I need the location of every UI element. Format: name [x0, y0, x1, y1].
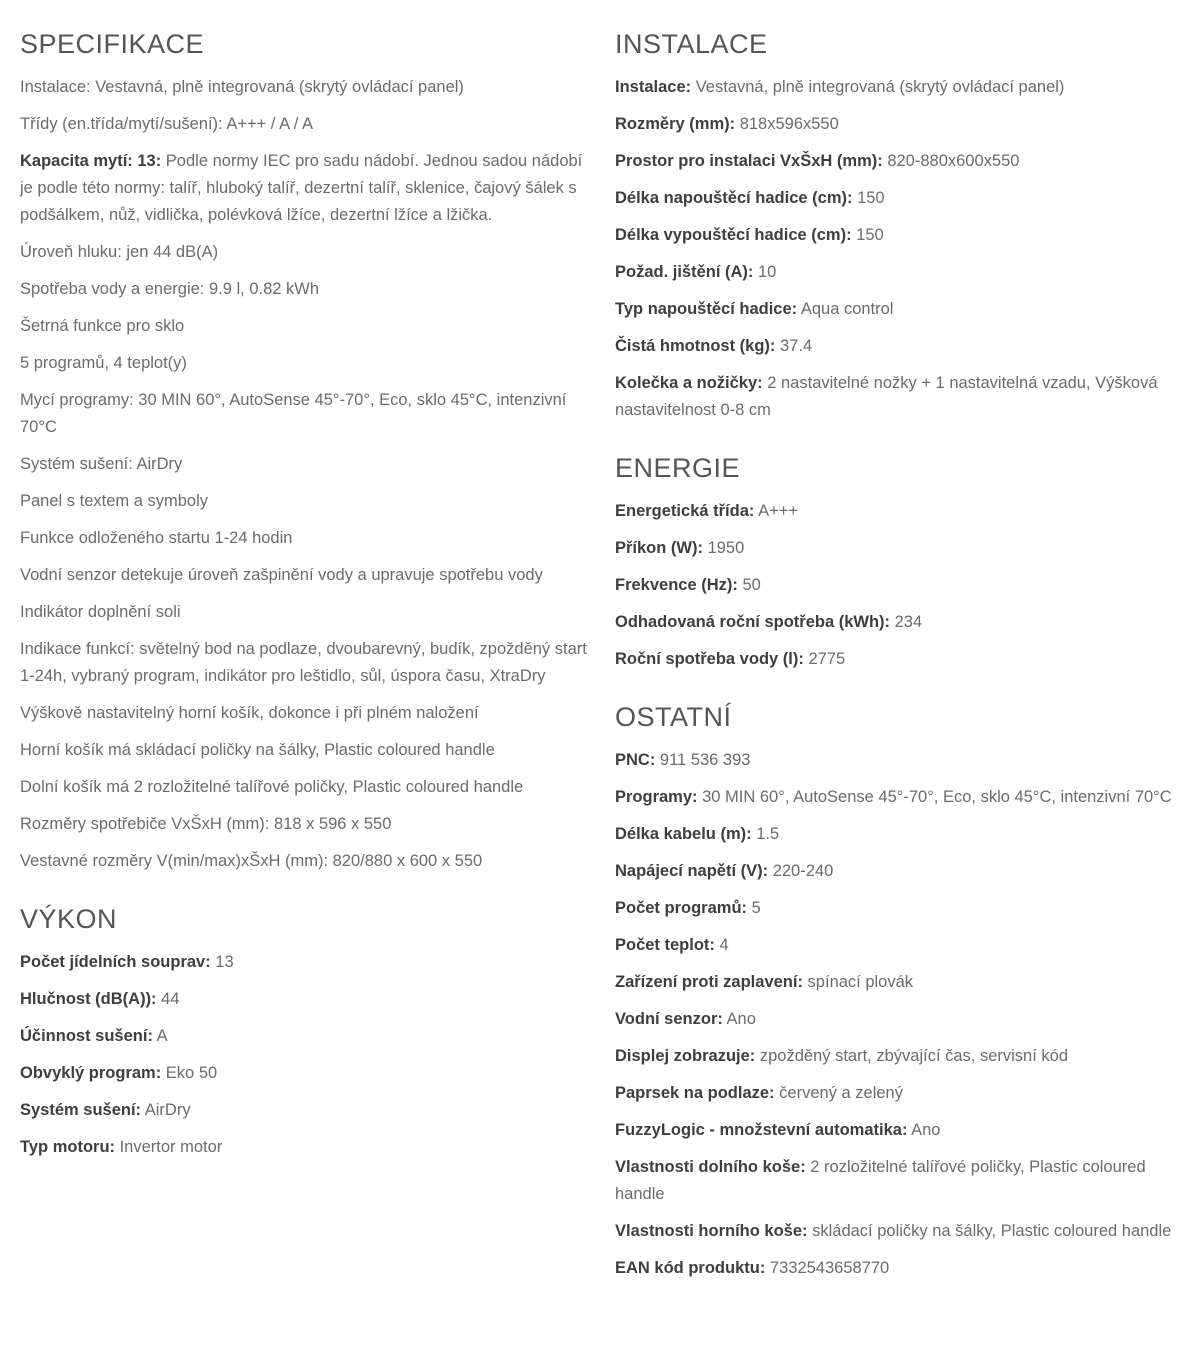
spec-row — [20, 986, 590, 1013]
spec-row — [20, 148, 590, 229]
spec-row-label: Kapacita mytí: 13: — [20, 152, 162, 170]
spec-row-value: 10 — [753, 263, 777, 281]
spec-row — [20, 74, 590, 101]
spec-row-label: PNC: — [615, 751, 656, 769]
spec-row — [20, 1134, 590, 1161]
spec-row — [20, 636, 590, 690]
ostatni-heading: OSTATNÍ — [615, 702, 732, 732]
spec-row — [20, 451, 590, 478]
spec-row-label: Délka kabelu (m): — [615, 825, 752, 843]
spec-row — [615, 646, 1185, 673]
spec-row-value: 820-880x600x550 — [882, 152, 1020, 170]
spec-row — [615, 895, 1185, 922]
spec-row-value: Invertor motor — [115, 1138, 223, 1156]
spec-row — [615, 821, 1185, 848]
spec-row-value: 150 — [851, 226, 884, 244]
spec-row-value: 7332543658770 — [765, 1259, 890, 1277]
spec-row — [615, 969, 1185, 996]
spec-row — [20, 313, 590, 340]
spec-row-label: Počet jídelních souprav: — [20, 953, 211, 971]
spec-row — [615, 572, 1185, 599]
specifikace-heading: SPECIFIKACE — [20, 29, 205, 59]
spec-row-value: Ano — [722, 1010, 756, 1028]
spec-row-label: Vlastnosti dolního koše: — [615, 1158, 806, 1176]
spec-row — [615, 1080, 1185, 1107]
specifikace-list — [20, 74, 590, 875]
spec-row-label: Délka vypouštěcí hadice (cm): — [615, 226, 852, 244]
spec-row-label: Obvyklý program: — [20, 1064, 162, 1082]
spec-row — [20, 737, 590, 764]
spec-row-value: 5 programů, 4 teplot(y) — [20, 354, 187, 372]
spec-row-value: spínací plovák — [802, 973, 914, 991]
spec-row — [20, 848, 590, 875]
spec-row-label: Požad. jištění (A): — [615, 263, 754, 281]
spec-row-value: 30 MIN 60°, AutoSense 45°-70°, Eco, sklo 45°C, intenzivní 70°C — [697, 788, 1172, 806]
spec-row-label: Frekvence (Hz): — [615, 576, 738, 594]
spec-row-label: Programy: — [615, 788, 698, 806]
spec-row-value: Systém sušení: AirDry — [20, 455, 183, 473]
spec-row-value: červený a zelený — [774, 1084, 903, 1102]
spec-row-label: Délka napouštěcí hadice (cm): — [615, 189, 853, 207]
spec-row — [615, 370, 1185, 424]
spec-row — [615, 932, 1185, 959]
spec-row — [615, 1218, 1185, 1245]
spec-row-value: Podle normy IEC pro sadu nádobí. Jednou sadou nádobí je podle této normy: talíř, hluboký talíř, dezertní talíř, sklenice, čajový šálek s podšálkem, nůž, vidlička, polévková lžíce, dezertní lžíce a lžička. — [20, 152, 583, 224]
spec-row-value: Horní košík má skládací poličky na šálky, Plastic coloured handle — [20, 741, 495, 759]
right-column — [615, 0, 1185, 1292]
spec-row-label: Displej zobrazuje: — [615, 1047, 756, 1065]
spec-row-value: zpožděný start, zbývající čas, servisní kód — [755, 1047, 1068, 1065]
spec-row — [20, 350, 590, 377]
spec-row — [615, 1117, 1185, 1144]
spec-row — [20, 1023, 590, 1050]
spec-row-label: Typ motoru: — [20, 1138, 116, 1156]
spec-row-value: Výškově nastavitelný horní košík, dokonce i při plném naložení — [20, 704, 479, 722]
spec-row-label: Napájecí napětí (V): — [615, 862, 769, 880]
spec-row-value: Mycí programy: 30 MIN 60°, AutoSense 45°-70°, Eco, sklo 45°C, intenzivní 70°C — [20, 391, 567, 436]
spec-row-value: A — [152, 1027, 168, 1045]
spec-row-label: Instalace: — [615, 78, 692, 96]
spec-row-label: Rozměry (mm): — [615, 115, 736, 133]
spec-row-value: Spotřeba vody a energie: 9.9 l, 0.82 kWh — [20, 280, 320, 298]
spec-row-value: Úroveň hluku: jen 44 dB(A) — [20, 243, 219, 261]
ostatni-list — [615, 747, 1185, 1282]
spec-row-value: Šetrná funkce pro sklo — [20, 317, 185, 335]
energie-heading: ENERGIE — [615, 453, 741, 483]
spec-row-value: Aqua control — [797, 300, 894, 318]
spec-row-label: Prostor pro instalaci VxŠxH (mm): — [615, 152, 883, 170]
spec-row-value: Třídy (en.třída/mytí/sušení): A+++ / A / A — [20, 115, 314, 133]
spec-row — [20, 239, 590, 266]
spec-row — [20, 599, 590, 626]
spec-row — [615, 74, 1185, 101]
spec-row — [20, 1097, 590, 1124]
spec-row — [615, 333, 1185, 360]
instalace-list — [615, 74, 1185, 424]
instalace-heading: INSTALACE — [615, 29, 768, 59]
spec-row-label: EAN kód produktu: — [615, 1259, 766, 1277]
spec-row-value: 13 — [210, 953, 234, 971]
spec-row-value: 2 rozložitelné talířové poličky, Plastic coloured handle — [615, 1158, 1146, 1203]
spec-row — [20, 774, 590, 801]
spec-row — [615, 498, 1185, 525]
spec-row — [20, 562, 590, 589]
spec-row — [20, 525, 590, 552]
spec-row-label: Kolečka a nožičky: — [615, 374, 763, 392]
spec-row-value: skládací poličky na šálky, Plastic coloured handle — [807, 1222, 1172, 1240]
spec-row-label: Vlastnosti horního koše: — [615, 1222, 808, 1240]
left-column — [20, 0, 590, 1171]
spec-row-value: 1.5 — [751, 825, 780, 843]
spec-row-label: Čistá hmotnost (kg): — [615, 337, 776, 355]
spec-row-value: Vestavná, plně integrovaná (skrytý ovládací panel) — [691, 78, 1065, 96]
energie-list — [615, 498, 1185, 673]
spec-row-value: 220-240 — [768, 862, 834, 880]
spec-row-label: Systém sušení: — [20, 1101, 142, 1119]
spec-row-value: 44 — [156, 990, 180, 1008]
spec-row-label: Typ napouštěcí hadice: — [615, 300, 798, 318]
spec-row-label: Účinnost sušení: — [20, 1027, 153, 1045]
spec-row-value: Panel s textem a symboly — [20, 492, 208, 510]
spec-row — [20, 811, 590, 838]
spec-row-value: 5 — [747, 899, 761, 917]
spec-row-value: 50 — [737, 576, 761, 594]
spec-row-value: 150 — [852, 189, 885, 207]
spec-row-value: Vestavné rozměry V(min/max)xŠxH (mm): 820/880 x 600 x 550 — [20, 852, 483, 870]
spec-row-value: A+++ — [754, 502, 798, 520]
spec-row-value: Rozměry spotřebiče VxŠxH (mm): 818 x 596 x 550 — [20, 815, 392, 833]
spec-row — [615, 747, 1185, 774]
spec-row-label: FuzzyLogic - množstevní automatika: — [615, 1121, 908, 1139]
spec-row — [615, 858, 1185, 885]
spec-row — [615, 296, 1185, 323]
spec-row-label: Příkon (W): — [615, 539, 703, 557]
spec-row-value: 2 nastavitelné nožky + 1 nastavitelná vzadu, Výšková nastavitelnost 0-8 cm — [615, 374, 1158, 419]
spec-row-label: Zařízení proti zaplavení: — [615, 973, 803, 991]
spec-row — [20, 488, 590, 515]
spec-row — [615, 1006, 1185, 1033]
spec-row-value: Indikace funkcí: světelný bod na podlaze, dvoubarevný, budík, zpožděný start 1-24h, vybraný program, indikátor pro leštidlo, sůl, úspora času, XtraDry — [20, 640, 587, 685]
spec-row — [20, 700, 590, 727]
spec-row — [615, 148, 1185, 175]
spec-row — [615, 1043, 1185, 1070]
spec-row-label: Paprsek na podlaze: — [615, 1084, 775, 1102]
spec-row-label: Odhadovaná roční spotřeba (kWh): — [615, 613, 891, 631]
spec-row-value: AirDry — [141, 1101, 191, 1119]
spec-row-value: 911 536 393 — [655, 751, 751, 769]
spec-row-label: Hlučnost (dB(A)): — [20, 990, 157, 1008]
spec-row — [615, 1154, 1185, 1208]
spec-row — [615, 185, 1185, 212]
spec-row-label: Počet teplot: — [615, 936, 715, 954]
spec-row — [20, 1060, 590, 1087]
spec-row — [20, 111, 590, 138]
spec-row-value: Dolní košík má 2 rozložitelné talířové poličky, Plastic coloured handle — [20, 778, 524, 796]
vykon-list — [20, 949, 590, 1161]
spec-row — [615, 1255, 1185, 1282]
spec-row-value: Ano — [907, 1121, 941, 1139]
spec-row — [615, 784, 1185, 811]
spec-row-label: Energetická třída: — [615, 502, 755, 520]
spec-row-label: Vodní senzor: — [615, 1010, 723, 1028]
spec-row — [20, 949, 590, 976]
spec-row-label: Počet programů: — [615, 899, 748, 917]
spec-row-value: 818x596x550 — [735, 115, 839, 133]
spec-row-value: 37.4 — [775, 337, 813, 355]
spec-row — [615, 535, 1185, 562]
spec-row — [20, 276, 590, 303]
spec-row-value: Funkce odloženého startu 1-24 hodin — [20, 529, 293, 547]
spec-row-value: Eko 50 — [161, 1064, 218, 1082]
spec-row-value: Indikátor doplnění soli — [20, 603, 181, 621]
spec-row-value: Vodní senzor detekuje úroveň zašpinění vody a upravuje spotřebu vody — [20, 566, 543, 584]
spec-row — [615, 609, 1185, 636]
spec-row-value: 1950 — [703, 539, 745, 557]
spec-row-value: 4 — [714, 936, 729, 954]
spec-row-value: 2775 — [803, 650, 846, 668]
spec-row — [20, 387, 590, 441]
vykon-heading: VÝKON — [20, 904, 118, 934]
spec-row — [615, 222, 1185, 249]
spec-row — [615, 259, 1185, 286]
spec-row — [615, 111, 1185, 138]
spec-row-value: Instalace: Vestavná, plně integrovaná (skrytý ovládací panel) — [20, 78, 464, 96]
spec-row-label: Roční spotřeba vody (l): — [615, 650, 804, 668]
spec-row-value: 234 — [890, 613, 923, 631]
